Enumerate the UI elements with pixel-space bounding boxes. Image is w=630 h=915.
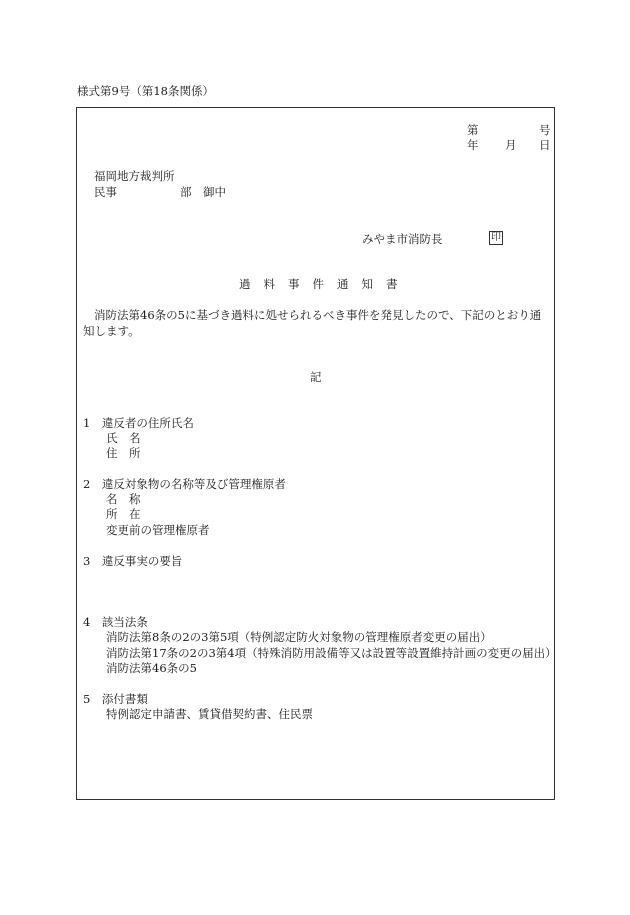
date-month: 月: [505, 138, 517, 152]
document-title: 過料事件通知書: [239, 277, 411, 291]
section-2-heading: 2 違反対象物の名称等及び管理権原者: [83, 477, 286, 491]
number-prefix: 第: [467, 123, 479, 137]
section-4-item-2: 消防法第17条の2の3第4項（特殊消防用設備等又は設置等設置維持計画の変更の届出）: [106, 646, 557, 660]
ki-heading: 記: [310, 370, 322, 384]
section-2-item-name: 名 称: [106, 492, 141, 506]
section-2-item-prior-manager: 変更前の管理権原者: [106, 523, 210, 537]
section-2-item-location: 所 在: [106, 507, 141, 521]
section-4-item-1: 消防法第8条の2の3第5項（特例認定防火対象物の管理権原者変更の届出）: [106, 630, 492, 644]
number-suffix: 号: [539, 123, 551, 137]
addressee-court: 福岡地方裁判所: [94, 169, 175, 183]
section-5-item-1: 特例認定申請書、賃貸借契約書、住民票: [106, 707, 313, 721]
section-4-item-3: 消防法第46条の5: [106, 661, 197, 675]
seal-mark: 印: [491, 232, 501, 243]
sender-name: みやま市消防長: [362, 232, 443, 246]
addressee-department: 部: [180, 185, 192, 199]
body-text-line2: 知します。: [83, 324, 140, 338]
date-year: 年: [467, 138, 479, 152]
section-1-item-address: 住 所: [106, 446, 141, 460]
section-4-heading: 4 該当法条: [83, 615, 148, 629]
section-1-item-name: 氏 名: [106, 431, 141, 445]
section-5-heading: 5 添付書類: [83, 692, 148, 706]
section-3-heading: 3 違反事実の要旨: [83, 554, 183, 568]
form-label: 様式第9号（第18条関係）: [77, 84, 214, 98]
addressee-honorific: 御中: [203, 185, 226, 199]
body-text-line1: 消防法第46条の5に基づき過料に処せられるべき事件を発見したので、下記のとおり通: [94, 308, 542, 322]
addressee-division: 民事: [94, 185, 117, 199]
section-1-heading: 1 違反者の住所氏名: [83, 416, 194, 430]
date-day: 日: [539, 138, 551, 152]
